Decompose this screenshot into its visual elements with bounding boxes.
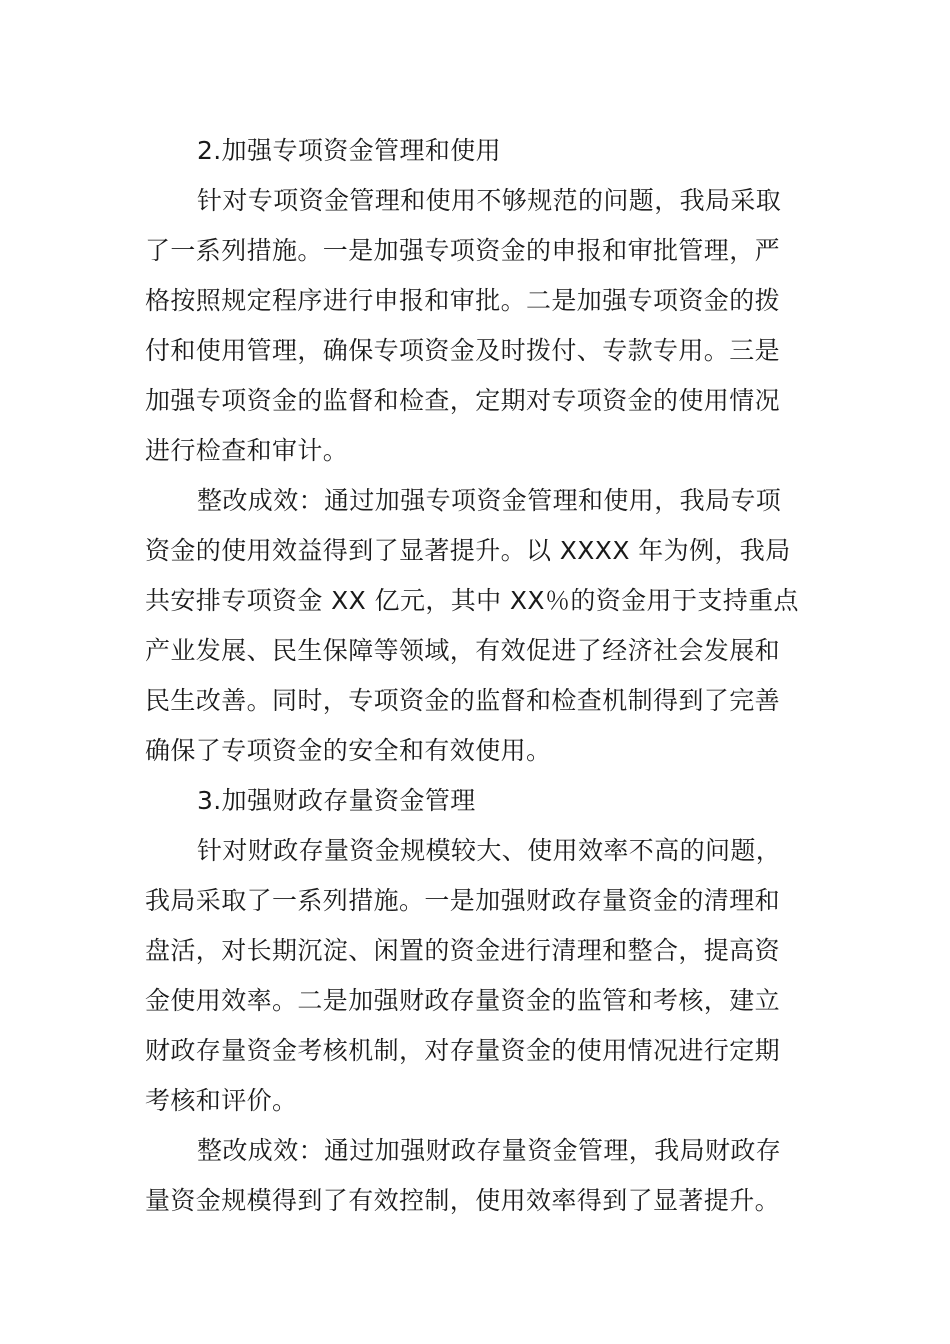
paragraph-line: 财政存量资金考核机制，对存量资金的使用情况进行定期 <box>145 1036 781 1065</box>
paragraph-line: 金使用效率。二是加强财政存量资金的监管和考核，建立 <box>145 986 781 1015</box>
paragraph-line: 加强专项资金的监督和检查，定期对专项资金的使用情况 <box>145 386 781 415</box>
paragraph-line: 针对专项资金管理和使用不够规范的问题，我局采取 <box>197 186 782 215</box>
paragraph-line: 考核和评价。 <box>145 1086 298 1115</box>
paragraph-line: 量资金规模得到了有效控制，使用效率得到了显著提升。 <box>145 1186 781 1215</box>
section-heading-3: 3.加强财政存量资金管理 <box>197 786 476 815</box>
paragraph-line: 我局采取了一系列措施。一是加强财政存量资金的清理和 <box>145 886 781 915</box>
paragraph-line: 资金的使用效益得到了显著提升。以 XXXX 年为例，我局 <box>145 536 791 565</box>
section-heading-2: 2.加强专项资金管理和使用 <box>197 136 502 165</box>
paragraph-line: 盘活，对长期沉淀、闲置的资金进行清理和整合，提高资 <box>145 936 781 965</box>
paragraph-line: 整改成效：通过加强财政存量资金管理，我局财政存 <box>197 1136 782 1165</box>
paragraph-line: 产业发展、民生保障等领域，有效促进了经济社会发展和 <box>145 636 781 665</box>
paragraph-line: 针对财政存量资金规模较大、使用效率不高的问题， <box>197 836 782 865</box>
paragraph-line: 共安排专项资金 XX 亿元，其中 XX％的资金用于支持重点 <box>145 586 799 615</box>
paragraph-line: 民生改善。同时，专项资金的监督和检查机制得到了完善 <box>145 686 781 715</box>
paragraph-line: 了一系列措施。一是加强专项资金的申报和审批管理，严 <box>145 236 781 265</box>
paragraph-line: 付和使用管理，确保专项资金及时拨付、专款专用。三是 <box>145 336 781 365</box>
document-body <box>145 126 807 1226</box>
paragraph-line: 确保了专项资金的安全和有效使用。 <box>145 736 552 765</box>
paragraph-line: 整改成效：通过加强专项资金管理和使用，我局专项 <box>197 486 782 515</box>
paragraph-line: 格按照规定程序进行申报和审批。二是加强专项资金的拨 <box>145 286 781 315</box>
paragraph-line: 进行检查和审计。 <box>145 436 349 465</box>
